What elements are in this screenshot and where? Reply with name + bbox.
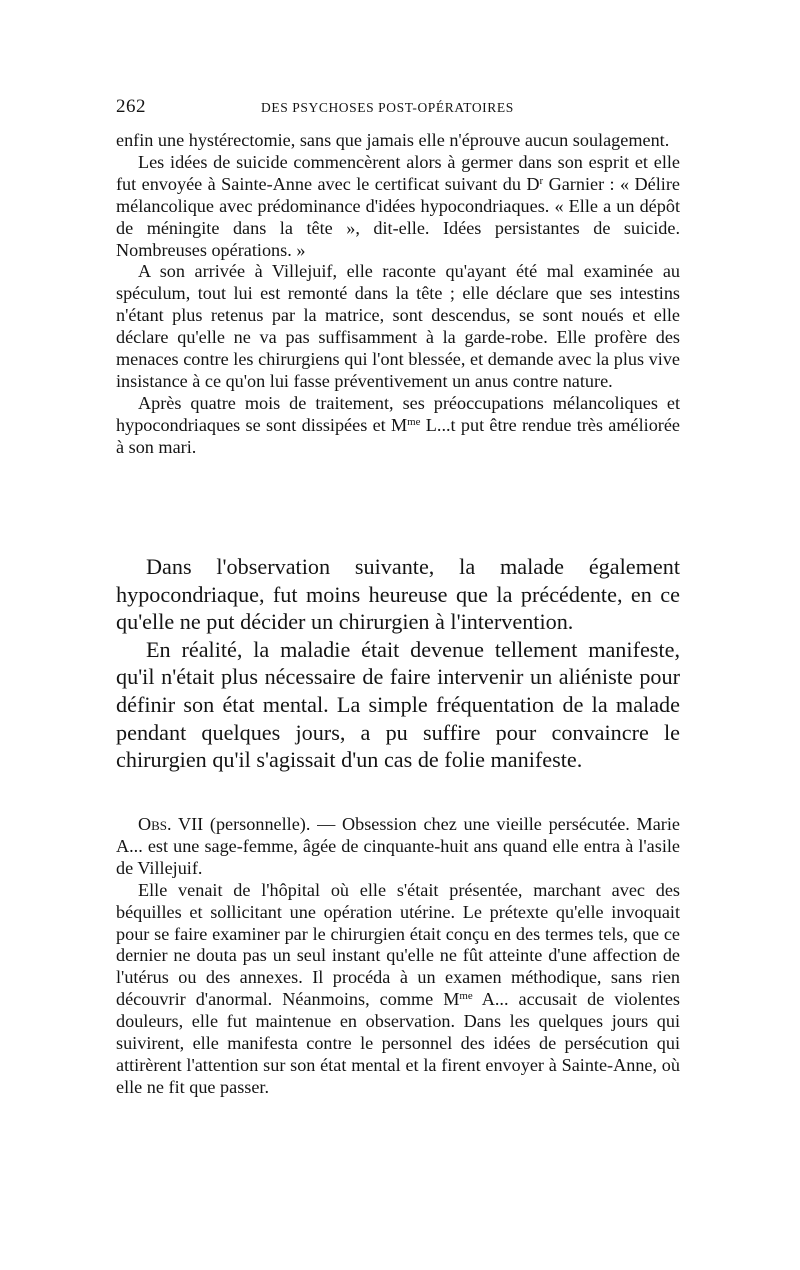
commentary-section (116, 553, 680, 774)
paragraph-observation-title: Obs. VII (personnelle). — Obsession chez une vieille persécutée. Marie A... est une sage-femme, âgée de cinquante-huit ans quand elle entra à l'asile de Villejuif. (116, 814, 680, 878)
page-header (116, 96, 680, 124)
observation-vii (116, 814, 680, 1099)
observation-label: Obs. VII (138, 814, 204, 834)
paragraph-hospital-visit: Elle venait de l'hôpital où elle s'était présentée, marchant avec des béquilles et sollicitant une opération utérine. Le prétexte qu'elle invoquait pour se faire examiner par le chirurgien était conçu en des termes tels, que ce dernier ne douta pas un seul instant qu'elle ne fût atteinte d'une affection de l'utérus ou des annexes. Il procéda à un examen méthodique, sans rien découvrir d'anormal. Néanmoins, comme $M^{me}$ A... accusait de violentes douleurs, elle fut maintenue en observation. Dans les quelques jours qui suivirent, elle manifesta contre le personnel des idées de persécution qui attirèrent l'attention sur son état mental et la firent envoyer à Sainte-Anne, où elle ne fit que passer. (116, 879, 680, 1097)
case-narrative-top (116, 130, 680, 459)
running-head: DES PSYCHOSES POST-OPÉRATOIRES (261, 100, 514, 115)
paragraph-commentary-reality: En réalité, la maladie était devenue tellement manifeste, qu'il n'était plus nécessaire de faire intervenir un aliéniste pour définir son état mental. La simple fréquentation de la malade pendant quelques jours, a pu suffire pour convaincre le chirurgien qu'il s'agissait d'un cas de folie manifeste. (116, 636, 680, 773)
paragraph-commentary-observation: Dans l'observation suivante, la malade également hypocondriaque, fut moins heureuse que la précédente, en ce qu'elle ne put décider un chirurgien à l'intervention. (116, 554, 680, 635)
page-number: 262 (116, 96, 146, 117)
paragraph-treatment-outcome: Après quatre mois de traitement, ses préoccupations mélancoliques et hypocondriaques se sont dissipées et $M^{me}$ L...t put être rendue très améliorée à son mari. (116, 392, 680, 457)
paragraph-suicide-ideas: Les idées de suicide commencèrent alors à germer dans son esprit et elle fut envoyée à Sainte-Anne avec le certificat suivant du $D^r$ Garnier : « Délire mélancolique avec prédominance d'idées hypocondriaques. « Elle a un dépôt de méningite dans la tête », dit-elle. Idées persistantes de suicide. Nombreuses opérations. » (116, 151, 680, 260)
paragraph-villejuif-arrival: A son arrivée à Villejuif, elle raconte qu'ayant été mal examinée au spéculum, tout lui est remonté dans la tête ; elle déclare que ses intestins n'étant plus retenus par la matrice, sont descendus, se sont noués et elle déclare qu'elle ne va pas suffisamment à la garde-robe. Elle profère des menaces contre les chirurgiens qui l'ont blessée, et demande avec la plus vive insistance à ce qu'on lui fasse préventivement un anus contre nature. (116, 261, 680, 391)
paragraph-continuation: enfin une hystérectomie, sans que jamais elle n'éprouve aucun soulagement. (116, 130, 670, 150)
